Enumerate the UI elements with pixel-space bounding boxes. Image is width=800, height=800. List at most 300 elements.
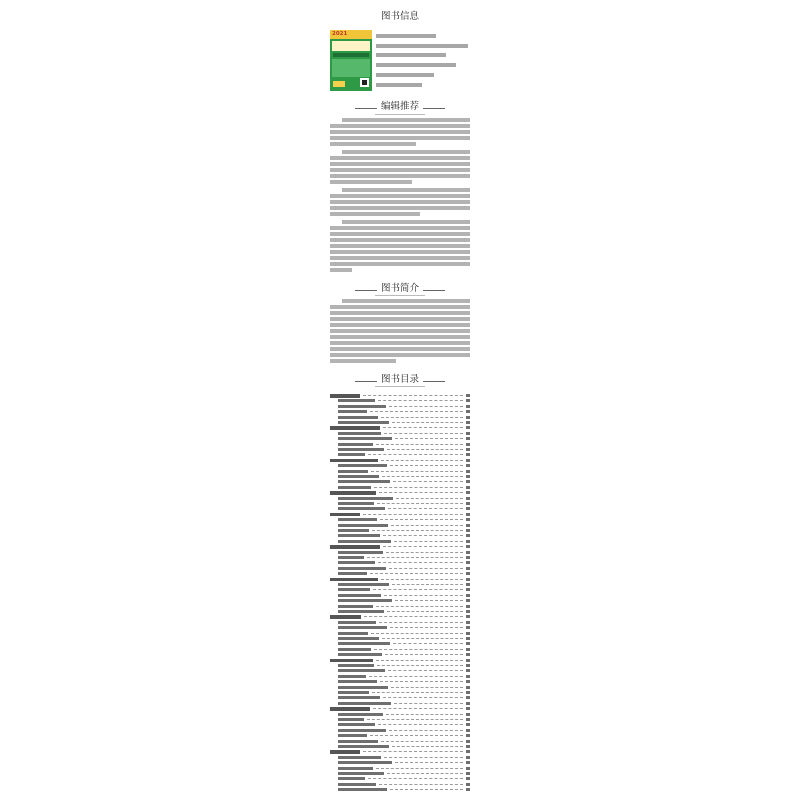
toc-title-line: [338, 507, 385, 510]
toc-title-line: [338, 464, 387, 467]
text-line: [330, 305, 470, 309]
toc-chapter: [330, 425, 470, 430]
text-line: [376, 63, 456, 67]
qr-code-icon: [360, 78, 369, 87]
toc-page-number: [466, 664, 470, 667]
toc-page-number: [466, 443, 470, 446]
section-title-book-intro: [330, 283, 470, 295]
section-title-text: 图书目录: [377, 374, 423, 385]
toc-leader-dots: [389, 730, 463, 731]
text-line: [330, 206, 470, 210]
toc-title-line: [338, 718, 364, 721]
toc-page-number: [466, 729, 470, 732]
toc-page-number: [466, 788, 470, 791]
text-line: [330, 174, 470, 178]
toc-page-number: [466, 556, 470, 559]
text-line: [330, 124, 470, 128]
toc-entry: [330, 409, 470, 414]
toc-entry: [330, 771, 470, 776]
toc-leader-dots: [387, 449, 463, 450]
toc-page-number: [466, 745, 470, 748]
toc-leader-dots: [395, 438, 463, 439]
toc-entry: [330, 609, 470, 614]
toc-title-line: [338, 540, 391, 543]
toc-page-number: [466, 432, 470, 435]
text-line: [342, 299, 470, 303]
section-title-editor-recommendation: [330, 101, 470, 113]
toc-entry: [330, 442, 470, 447]
toc-entry: [330, 782, 470, 787]
text-line: [376, 73, 434, 77]
toc-page-number: [466, 680, 470, 683]
toc-title-line: [338, 599, 392, 602]
toc-title-line: [338, 556, 364, 559]
toc-title-line: [338, 497, 393, 500]
toc-entry: [330, 733, 470, 738]
toc-page-number: [466, 594, 470, 597]
toc-leader-dots: [382, 638, 463, 639]
toc-entry: [330, 598, 470, 603]
toc-entry: [330, 447, 470, 452]
toc-entry: [330, 728, 470, 733]
section-title-book-toc: [330, 374, 470, 386]
toc-title-line: [338, 723, 375, 726]
cover-badge: [333, 81, 345, 87]
toc-entry: [330, 755, 470, 760]
toc-leader-dots: [390, 465, 463, 466]
toc-leader-dots: [394, 703, 463, 704]
toc-leader-dots: [394, 541, 463, 542]
toc-page-number: [466, 421, 470, 424]
toc-title-line: [338, 675, 366, 678]
toc-chapter: [330, 614, 470, 619]
toc-title-line: [338, 756, 381, 759]
toc-entry: [330, 555, 470, 560]
toc-leader-dots: [377, 503, 463, 504]
toc-title-line: [338, 772, 384, 775]
toc-title-line: [330, 491, 376, 495]
toc-page-number: [466, 534, 470, 537]
toc-page-number: [466, 545, 470, 548]
toc-title-line: [338, 686, 388, 689]
toc-entry: [330, 766, 470, 771]
toc-entry: [330, 760, 470, 765]
toc-title-line: [330, 707, 370, 711]
toc-page-number: [466, 642, 470, 645]
toc-leader-dots: [384, 433, 463, 434]
text-line: [330, 311, 470, 315]
toc-page-number: [466, 551, 470, 554]
toc-page-number: [466, 453, 470, 456]
toc-entry: [330, 431, 470, 436]
toc-leader-dots: [376, 606, 463, 607]
text-line: [330, 317, 470, 321]
toc-title-line: [338, 567, 386, 570]
text-line: [330, 156, 470, 160]
toc-page-number: [466, 723, 470, 726]
toc-page-number: [466, 621, 470, 624]
toc-page-number: [466, 394, 470, 397]
toc-entry: [330, 587, 470, 592]
text-line: [330, 142, 416, 146]
toc-page-number: [466, 610, 470, 613]
toc-title-line: [338, 588, 370, 591]
text-line: [330, 162, 470, 166]
toc-leader-dots: [378, 562, 463, 563]
toc-chapter: [330, 658, 470, 663]
text-line: [342, 188, 470, 192]
toc-page-number: [466, 588, 470, 591]
toc-title-line: [338, 551, 383, 554]
toc-title-line: [338, 572, 367, 575]
cover-panel: [332, 59, 370, 77]
toc-leader-dots: [391, 525, 463, 526]
toc-leader-dots: [381, 417, 463, 418]
toc-page-number: [466, 486, 470, 489]
book-field: [376, 32, 436, 39]
section-title-text: 编辑推荐: [377, 101, 423, 112]
toc-title-line: [338, 421, 389, 424]
toc-page-number: [466, 637, 470, 640]
toc-title-line: [338, 729, 386, 732]
text-line: [330, 256, 470, 260]
toc-entry: [330, 695, 470, 700]
toc-page-number: [466, 518, 470, 521]
toc-title-line: [330, 659, 373, 663]
text-line: [330, 136, 470, 140]
toc-page-number: [466, 675, 470, 678]
toc-entry: [330, 722, 470, 727]
toc-title-line: [338, 734, 367, 737]
section-underline: [375, 386, 425, 387]
text-line: [330, 353, 470, 357]
text-line: [330, 329, 470, 333]
toc-leader-dots: [367, 719, 463, 720]
toc-entry: [330, 517, 470, 522]
toc-entry: [330, 668, 470, 673]
toc-chapter: [330, 749, 470, 754]
toc-title-line: [338, 696, 380, 699]
toc-leader-dots: [374, 487, 463, 488]
toc-entry: [330, 436, 470, 441]
toc-page-number: [466, 626, 470, 629]
toc-leader-dots: [383, 535, 463, 536]
toc-leader-dots: [390, 789, 463, 790]
toc-title-line: [338, 443, 373, 446]
toc-title-line: [330, 394, 360, 398]
toc-title-line: [338, 788, 387, 791]
toc-title-line: [338, 453, 365, 456]
toc-entry: [330, 404, 470, 409]
toc-entry: [330, 631, 470, 636]
cover-subtitle-band: [333, 53, 369, 57]
text-line: [330, 250, 470, 254]
toc-chapter: [330, 490, 470, 495]
section-title-text: 图书信息: [377, 11, 423, 22]
toc-leader-dots: [393, 481, 463, 482]
toc-entry: [330, 463, 470, 468]
book-field: [376, 71, 434, 78]
toc-leader-dots: [379, 784, 463, 785]
toc-chapter: [330, 577, 470, 582]
toc-entry: [330, 582, 470, 587]
toc-chapter: [330, 544, 470, 549]
toc-title-line: [338, 777, 365, 780]
toc-entry: [330, 625, 470, 630]
section-underline: [375, 114, 425, 115]
section-title-book-info: [330, 11, 470, 23]
toc-entry: [330, 539, 470, 544]
toc-title-line: [338, 486, 371, 489]
text-line: [342, 150, 470, 154]
toc-leader-dots: [392, 746, 463, 747]
toc-leader-dots: [367, 557, 463, 558]
toc-page-number: [466, 459, 470, 462]
toc-leader-dots: [364, 616, 463, 617]
toc-page-number: [466, 480, 470, 483]
toc-entry: [330, 506, 470, 511]
toc-leader-dots: [369, 676, 463, 677]
toc-page-number: [466, 718, 470, 721]
toc-page-number: [466, 524, 470, 527]
toc-title-line: [338, 691, 369, 694]
toc-leader-dots: [368, 454, 463, 455]
toc-leader-dots: [381, 741, 463, 742]
toc-title-line: [338, 405, 386, 408]
toc-page-number: [466, 686, 470, 689]
toc-leader-dots: [379, 492, 463, 493]
toc-leader-dots: [396, 498, 463, 499]
toc-page-number: [466, 767, 470, 770]
toc-entry: [330, 501, 470, 506]
toc-page-number: [466, 702, 470, 705]
toc-title-line: [338, 416, 378, 419]
toc-page-number: [466, 529, 470, 532]
toc-page-number: [466, 540, 470, 543]
toc-chapter: [330, 458, 470, 463]
toc-leader-dots: [392, 422, 463, 423]
toc-title-line: [338, 745, 389, 748]
toc-page-number: [466, 399, 470, 402]
toc-leader-dots: [383, 546, 463, 547]
section-underline: [375, 295, 425, 296]
toc-title-line: [330, 750, 360, 754]
toc-title-line: [338, 653, 382, 656]
text-line: [376, 44, 468, 48]
toc-page-number: [466, 605, 470, 608]
text-line: [330, 244, 470, 248]
toc-entry: [330, 690, 470, 695]
text-line: [330, 323, 470, 327]
toc-leader-dots: [386, 714, 463, 715]
toc-page-number: [466, 561, 470, 564]
toc-entry: [330, 744, 470, 749]
toc-page-number: [466, 513, 470, 516]
toc-chapter: [330, 706, 470, 711]
toc-page-number: [466, 507, 470, 510]
toc-entry: [330, 528, 470, 533]
toc-leader-dots: [373, 708, 463, 709]
toc-title-line: [338, 534, 380, 537]
text-line: [330, 359, 396, 363]
toc-page-number: [466, 761, 470, 764]
toc-title-line: [338, 561, 375, 564]
book-field: [376, 42, 468, 49]
toc-leader-dots: [384, 595, 463, 596]
text-line: [330, 268, 352, 272]
toc-leader-dots: [372, 530, 463, 531]
toc-leader-dots: [376, 660, 463, 661]
toc-page-number: [466, 497, 470, 500]
toc-entry: [330, 739, 470, 744]
toc-title-line: [338, 437, 392, 440]
toc-page-number: [466, 750, 470, 753]
toc-entry: [330, 398, 470, 403]
toc-leader-dots: [389, 568, 463, 569]
toc-entry: [330, 787, 470, 792]
toc-entry: [330, 593, 470, 598]
toc-entry: [330, 479, 470, 484]
toc-leader-dots: [373, 589, 463, 590]
toc-leader-dots: [368, 778, 463, 779]
toc-entry: [330, 571, 470, 576]
toc-entry: [330, 604, 470, 609]
toc-leader-dots: [393, 643, 463, 644]
toc-entry: [330, 496, 470, 501]
toc-title-line: [330, 615, 361, 619]
toc-title-line: [338, 648, 371, 651]
toc-title-line: [338, 664, 374, 667]
toc-title-line: [338, 480, 390, 483]
toc-page-number: [466, 578, 470, 581]
toc-page-number: [466, 437, 470, 440]
toc-leader-dots: [376, 444, 463, 445]
toc-leader-dots: [372, 692, 463, 693]
book-field: [376, 81, 422, 88]
toc-title-line: [330, 513, 360, 517]
text-line: [376, 83, 422, 87]
toc-page-number: [466, 734, 470, 737]
toc-entry: [330, 647, 470, 652]
toc-page-number: [466, 707, 470, 710]
toc-title-line: [338, 783, 376, 786]
toc-title-line: [338, 524, 388, 527]
toc-title-line: [338, 621, 376, 624]
toc-chapter: [330, 512, 470, 517]
toc-leader-dots: [363, 751, 463, 752]
toc-leader-dots: [381, 460, 463, 461]
toc-entry: [330, 776, 470, 781]
toc-entry: [330, 652, 470, 657]
toc-entry: [330, 685, 470, 690]
toc-title-line: [338, 626, 387, 629]
toc-title-line: [338, 767, 373, 770]
toc-page-number: [466, 502, 470, 505]
toc-chapter: [330, 393, 470, 398]
toc-entry: [330, 415, 470, 420]
toc-title-line: [338, 475, 379, 478]
toc-page-number: [466, 416, 470, 419]
toc-title-line: [338, 642, 390, 645]
toc-page-number: [466, 572, 470, 575]
toc-leader-dots: [386, 552, 463, 553]
toc-page-number: [466, 464, 470, 467]
toc-title-line: [330, 578, 378, 582]
toc-entry: [330, 420, 470, 425]
toc-title-line: [338, 669, 385, 672]
toc-title-line: [338, 702, 391, 705]
toc-entry: [330, 717, 470, 722]
toc-title-line: [338, 610, 384, 613]
text-line: [342, 220, 470, 224]
toc-page-number: [466, 491, 470, 494]
toc-leader-dots: [374, 649, 463, 650]
toc-entry: [330, 452, 470, 457]
toc-title-line: [338, 740, 378, 743]
text-line: [330, 232, 470, 236]
toc-title-line: [338, 680, 377, 683]
toc-leader-dots: [363, 395, 463, 396]
toc-page-number: [466, 756, 470, 759]
toc-leader-dots: [388, 508, 463, 509]
section-title-text: 图书简介: [377, 283, 423, 294]
toc-page-number: [466, 475, 470, 478]
text-line: [330, 238, 470, 242]
book-field: [376, 51, 446, 58]
toc-entry: [330, 712, 470, 717]
book-field: [376, 61, 456, 68]
toc-entry: [330, 679, 470, 684]
toc-leader-dots: [363, 514, 463, 515]
toc-entry: [330, 523, 470, 528]
toc-page-number: [466, 615, 470, 618]
text-line: [330, 168, 470, 172]
toc-entry: [330, 560, 470, 565]
toc-leader-dots: [383, 697, 463, 698]
toc-leader-dots: [384, 757, 463, 758]
toc-title-line: [330, 426, 380, 430]
toc-title-line: [338, 502, 374, 505]
text-line: [330, 347, 470, 351]
toc-leader-dots: [387, 773, 463, 774]
toc-leader-dots: [380, 519, 463, 520]
toc-page-number: [466, 740, 470, 743]
toc-entry: [330, 663, 470, 668]
toc-leader-dots: [371, 633, 463, 634]
toc-title-line: [338, 605, 373, 608]
toc-leader-dots: [392, 584, 463, 585]
toc-leader-dots: [377, 665, 463, 666]
toc-entry: [330, 636, 470, 641]
toc-title-line: [338, 761, 392, 764]
toc-leader-dots: [382, 476, 463, 477]
toc-entry: [330, 550, 470, 555]
toc-page-number: [466, 713, 470, 716]
toc-page-number: [466, 632, 470, 635]
text-line: [330, 130, 470, 134]
toc-page-number: [466, 448, 470, 451]
toc-page-number: [466, 405, 470, 408]
toc-page-number: [466, 777, 470, 780]
toc-leader-dots: [383, 427, 463, 428]
toc-title-line: [338, 399, 375, 402]
toc-entry: [330, 474, 470, 479]
toc-page-number: [466, 691, 470, 694]
text-line: [330, 194, 470, 198]
toc-entry: [330, 485, 470, 490]
text-line: [330, 341, 470, 345]
toc-leader-dots: [381, 579, 463, 580]
